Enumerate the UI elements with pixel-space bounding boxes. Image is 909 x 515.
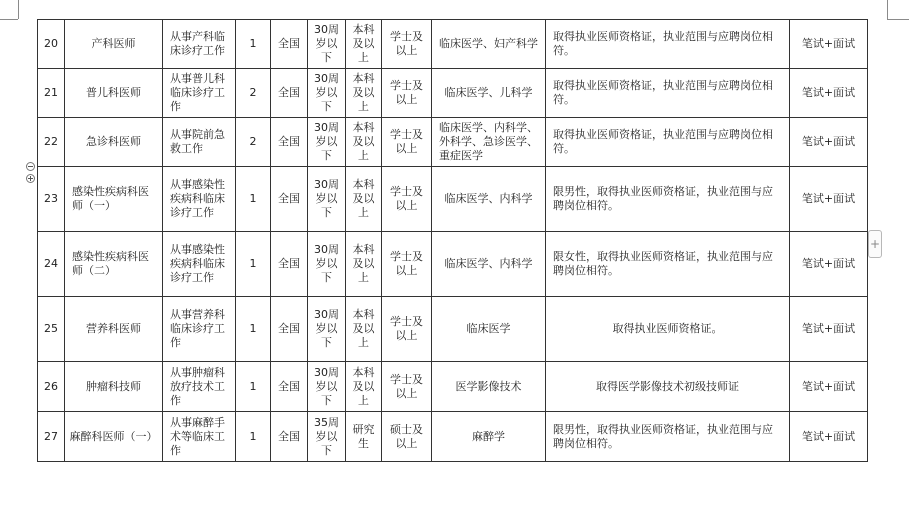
position-name: 营养科医师 [65, 297, 163, 362]
age-limit: 30周岁以下 [308, 118, 346, 167]
hire-count: 1 [236, 362, 271, 412]
other-requirements: 取得医学影像技术初级技师证 [546, 362, 790, 412]
duty: 从事普儿科临床诊疗工作 [163, 69, 236, 118]
duty: 从事产科临床诊疗工作 [163, 20, 236, 69]
degree: 学士及以上 [382, 362, 432, 412]
row-number: 23 [38, 167, 65, 232]
other-requirements: 限男性，取得执业医师资格证，执业范围与应聘岗位相符。 [546, 412, 790, 462]
major: 医学影像技术 [432, 362, 546, 412]
major: 临床医学、内科学 [432, 232, 546, 297]
degree: 学士及以上 [382, 167, 432, 232]
crop-mark-top-right-v [887, 0, 888, 19]
scope: 全国 [271, 69, 308, 118]
degree: 学士及以上 [382, 232, 432, 297]
exam-method: 笔试+面试 [790, 69, 868, 118]
education: 本科及以上 [346, 362, 382, 412]
age-limit: 30周岁以下 [308, 232, 346, 297]
duty: 从事肿瘤科放疗技术工作 [163, 362, 236, 412]
crop-mark-top-left-v [18, 0, 19, 19]
table-row [38, 297, 868, 362]
other-requirements: 限女性，取得执业医师资格证，执业范围与应聘岗位相符。 [546, 232, 790, 297]
age-limit: 30周岁以下 [308, 69, 346, 118]
degree: 硕士及以上 [382, 412, 432, 462]
scope: 全国 [271, 232, 308, 297]
scope: 全国 [271, 167, 308, 232]
duty: 从事感染性疾病科临床诊疗工作 [163, 232, 236, 297]
major: 临床医学 [432, 297, 546, 362]
side-panel-plus-icon[interactable]: + [868, 230, 882, 258]
hire-count: 2 [236, 69, 271, 118]
row-number: 24 [38, 232, 65, 297]
other-requirements: 取得执业医师资格证，执业范围与应聘岗位相符。 [546, 118, 790, 167]
exam-method: 笔试+面试 [790, 362, 868, 412]
age-limit: 30周岁以下 [308, 20, 346, 69]
duty: 从事院前急救工作 [163, 118, 236, 167]
age-limit: 30周岁以下 [308, 297, 346, 362]
crop-mark-top-left-h [0, 19, 18, 20]
exam-method: 笔试+面试 [790, 232, 868, 297]
scope: 全国 [271, 297, 308, 362]
position-name: 麻醉科医师（一） [65, 412, 163, 462]
major: 临床医学、内科学 [432, 167, 546, 232]
major: 临床医学、儿科学 [432, 69, 546, 118]
hire-count: 1 [236, 232, 271, 297]
major: 麻醉学 [432, 412, 546, 462]
other-requirements: 取得执业医师资格证，执业范围与应聘岗位相符。 [546, 69, 790, 118]
education: 本科及以上 [346, 20, 382, 69]
table-row [38, 118, 868, 167]
scope: 全国 [271, 362, 308, 412]
age-limit: 30周岁以下 [308, 167, 346, 232]
table-row [38, 362, 868, 412]
row-collapse-icon[interactable] [26, 162, 35, 171]
education: 本科及以上 [346, 118, 382, 167]
crop-mark-top-right-h [887, 19, 909, 20]
position-name: 产科医师 [65, 20, 163, 69]
duty: 从事麻醉手术等临床工作 [163, 412, 236, 462]
duty: 从事营养科临床诊疗工作 [163, 297, 236, 362]
age-limit: 35周岁以下 [308, 412, 346, 462]
row-number: 25 [38, 297, 65, 362]
row-number: 21 [38, 69, 65, 118]
degree: 学士及以上 [382, 20, 432, 69]
duty: 从事感染性疾病科临床诊疗工作 [163, 167, 236, 232]
education: 本科及以上 [346, 232, 382, 297]
exam-method: 笔试+面试 [790, 412, 868, 462]
degree: 学士及以上 [382, 118, 432, 167]
exam-method: 笔试+面试 [790, 167, 868, 232]
major: 临床医学、内科学、外科学、急诊医学、重症医学 [432, 118, 546, 167]
exam-method: 笔试+面试 [790, 20, 868, 69]
education: 本科及以上 [346, 297, 382, 362]
other-requirements: 限男性，取得执业医师资格证，执业范围与应聘岗位相符。 [546, 167, 790, 232]
hire-count: 1 [236, 167, 271, 232]
scope: 全国 [271, 412, 308, 462]
table-row [38, 412, 868, 462]
row-expand-icon[interactable] [26, 174, 35, 183]
education: 本科及以上 [346, 167, 382, 232]
table-row [38, 232, 868, 297]
position-name: 肿瘤科技师 [65, 362, 163, 412]
position-name: 感染性疾病科医师（一） [65, 167, 163, 232]
degree: 学士及以上 [382, 69, 432, 118]
row-number: 20 [38, 20, 65, 69]
position-name: 普儿科医师 [65, 69, 163, 118]
table-row [38, 20, 868, 69]
table-row [38, 69, 868, 118]
position-name: 感染性疾病科医师（二） [65, 232, 163, 297]
recruitment-table [37, 19, 868, 462]
table-row [38, 167, 868, 232]
degree: 学士及以上 [382, 297, 432, 362]
row-number: 26 [38, 362, 65, 412]
scope: 全国 [271, 118, 308, 167]
hire-count: 1 [236, 412, 271, 462]
hire-count: 1 [236, 297, 271, 362]
age-limit: 30周岁以下 [308, 362, 346, 412]
hire-count: 1 [236, 20, 271, 69]
exam-method: 笔试+面试 [790, 297, 868, 362]
education: 研究生 [346, 412, 382, 462]
education: 本科及以上 [346, 69, 382, 118]
row-number: 22 [38, 118, 65, 167]
row-number: 27 [38, 412, 65, 462]
major: 临床医学、妇产科学 [432, 20, 546, 69]
other-requirements: 取得执业医师资格证，执业范围与应聘岗位相符。 [546, 20, 790, 69]
scope: 全国 [271, 20, 308, 69]
other-requirements: 取得执业医师资格证。 [546, 297, 790, 362]
position-name: 急诊科医师 [65, 118, 163, 167]
hire-count: 2 [236, 118, 271, 167]
exam-method: 笔试+面试 [790, 118, 868, 167]
